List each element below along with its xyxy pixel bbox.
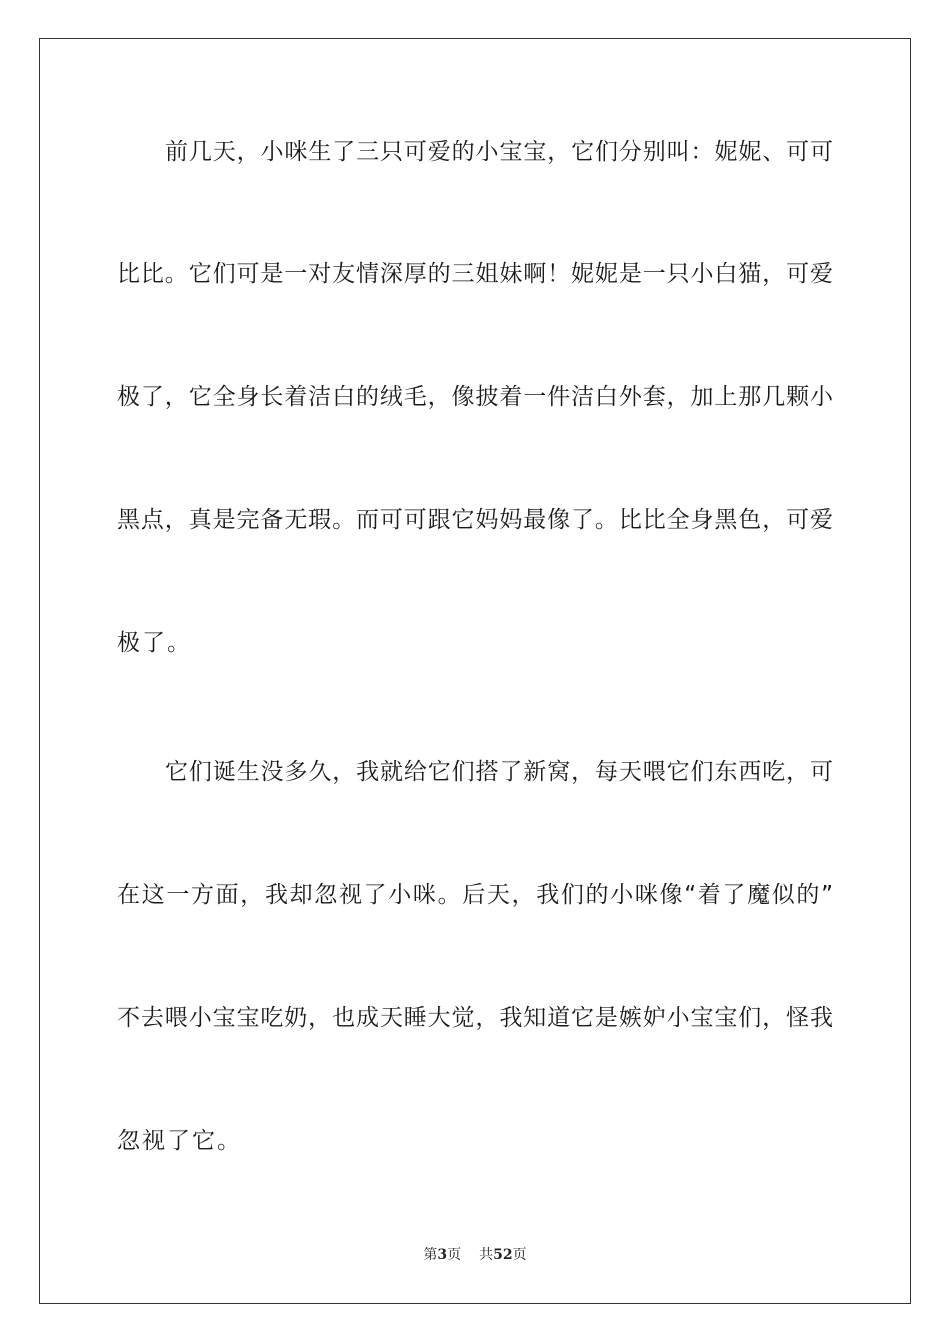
total-label-prefix: 共 xyxy=(479,1247,494,1263)
total-label-suffix: 页 xyxy=(512,1247,527,1263)
page-footer xyxy=(0,1245,950,1265)
page-label-prefix: 第 xyxy=(423,1247,438,1263)
page-border xyxy=(39,38,911,1304)
paragraph-2-line-4: 忽视了它。 xyxy=(117,1128,242,1154)
paragraph-1-line-4: 黑点，真是完备无瑕。而可可跟它妈妈最像了。比比全身黑色，可爱 xyxy=(117,507,833,533)
page-number: 3 xyxy=(437,1247,448,1263)
total-pages: 52 xyxy=(493,1247,513,1263)
paragraph-2-line-1: 它们诞生没多久，我就给它们搭了新窝，每天喂它们东西吃，可 xyxy=(165,759,833,785)
paragraph-1-line-1: 前几天，小咪生了三只可爱的小宝宝，它们分别叫：妮妮、可可 xyxy=(165,139,833,165)
paragraph-1-line-5: 极了。 xyxy=(117,630,192,656)
page-label-suffix: 页 xyxy=(447,1247,462,1263)
paragraph-2-line-2: 在这一方面，我却忽视了小咪。后天，我们的小咪像“着了魔似的” xyxy=(117,882,833,908)
paragraph-1-line-3: 极了，它全身长着洁白的绒毛，像披着一件洁白外套，加上那几颗小 xyxy=(117,384,833,410)
paragraph-1-line-2: 比比。它们可是一对友情深厚的三姐妹啊！妮妮是一只小白猫，可爱 xyxy=(117,261,833,287)
paragraph-2-line-3: 不去喂小宝宝吃奶，也成天睡大觉，我知道它是嫉妒小宝宝们，怪我 xyxy=(117,1005,833,1031)
